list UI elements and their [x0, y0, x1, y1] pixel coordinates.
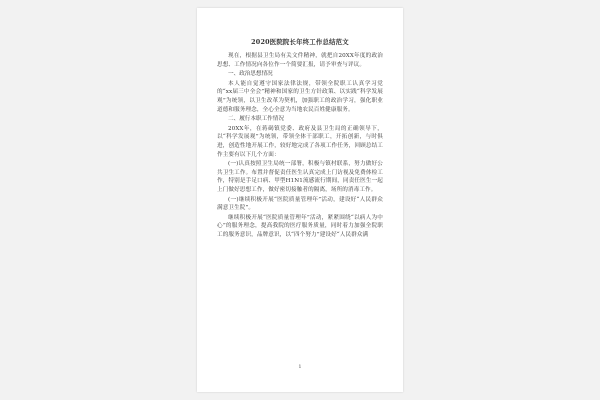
paragraph-service-concept: 继续积极开展“医院质量管理年”活动，紧紧围绕“以病人为中心”的服务理念，提高我院的医疗服务质量，同时着力加强全院职工的服务意识，品牌意识，以“四个努力”建设好“人民群众满 [217, 214, 383, 238]
paragraph-duties-overview: 20XX年，在蒋碣镇党委、政府及县卫生局的正确领导下，以“科学发展观”为统领，带领全体干部职工，开拓创新，与时俱进，创造性地开展工作，较好地完成了各项工作任务，回顾总结工作主要有以下几个方面： [217, 125, 383, 158]
paragraph-intro: 现在，根据县卫生局有关文件精神，就把自20XX年度的政治思想、工作情况向各位作一个简要汇报，请予审查与评议。 [217, 53, 383, 68]
section-heading-political: 一、政治思想情况 [228, 71, 273, 78]
paragraph-public-health: (一)认真按照卫生局统一部署，积极与镇村联系，努力做好公共卫生工作。布置并督促责任医生认真完成上门访视及免费体检工作，特别是手足口病、甲型H1N1流感流行期间，同责任医生一起上门做好思想工作，做好密切接触者的隔离，场所的消毒工作。 [217, 161, 383, 193]
document-title: 2020医院院长年终工作总结范文 [251, 38, 349, 46]
paragraph-political: 本人能自觉遵守国家法律法规，带领全院职工认真学习党的“xx届三中全会”精神和国家的卫生方针政策、以实践“科学发展观”为统领，以卫生改革为契机，加强职工的政治学习，强化职业道德和服务理念，全心全意为当地农民百姓健康服务。 [217, 80, 383, 113]
paragraph-quality-year: (一)继续积极开展“医院质量管理年”活动，建设好“人民群众满意卫生院”。 [217, 196, 383, 212]
page-number: 1 [298, 364, 302, 370]
document-page [197, 8, 403, 392]
section-heading-duties: 二、履行本职工作情况 [228, 116, 284, 123]
